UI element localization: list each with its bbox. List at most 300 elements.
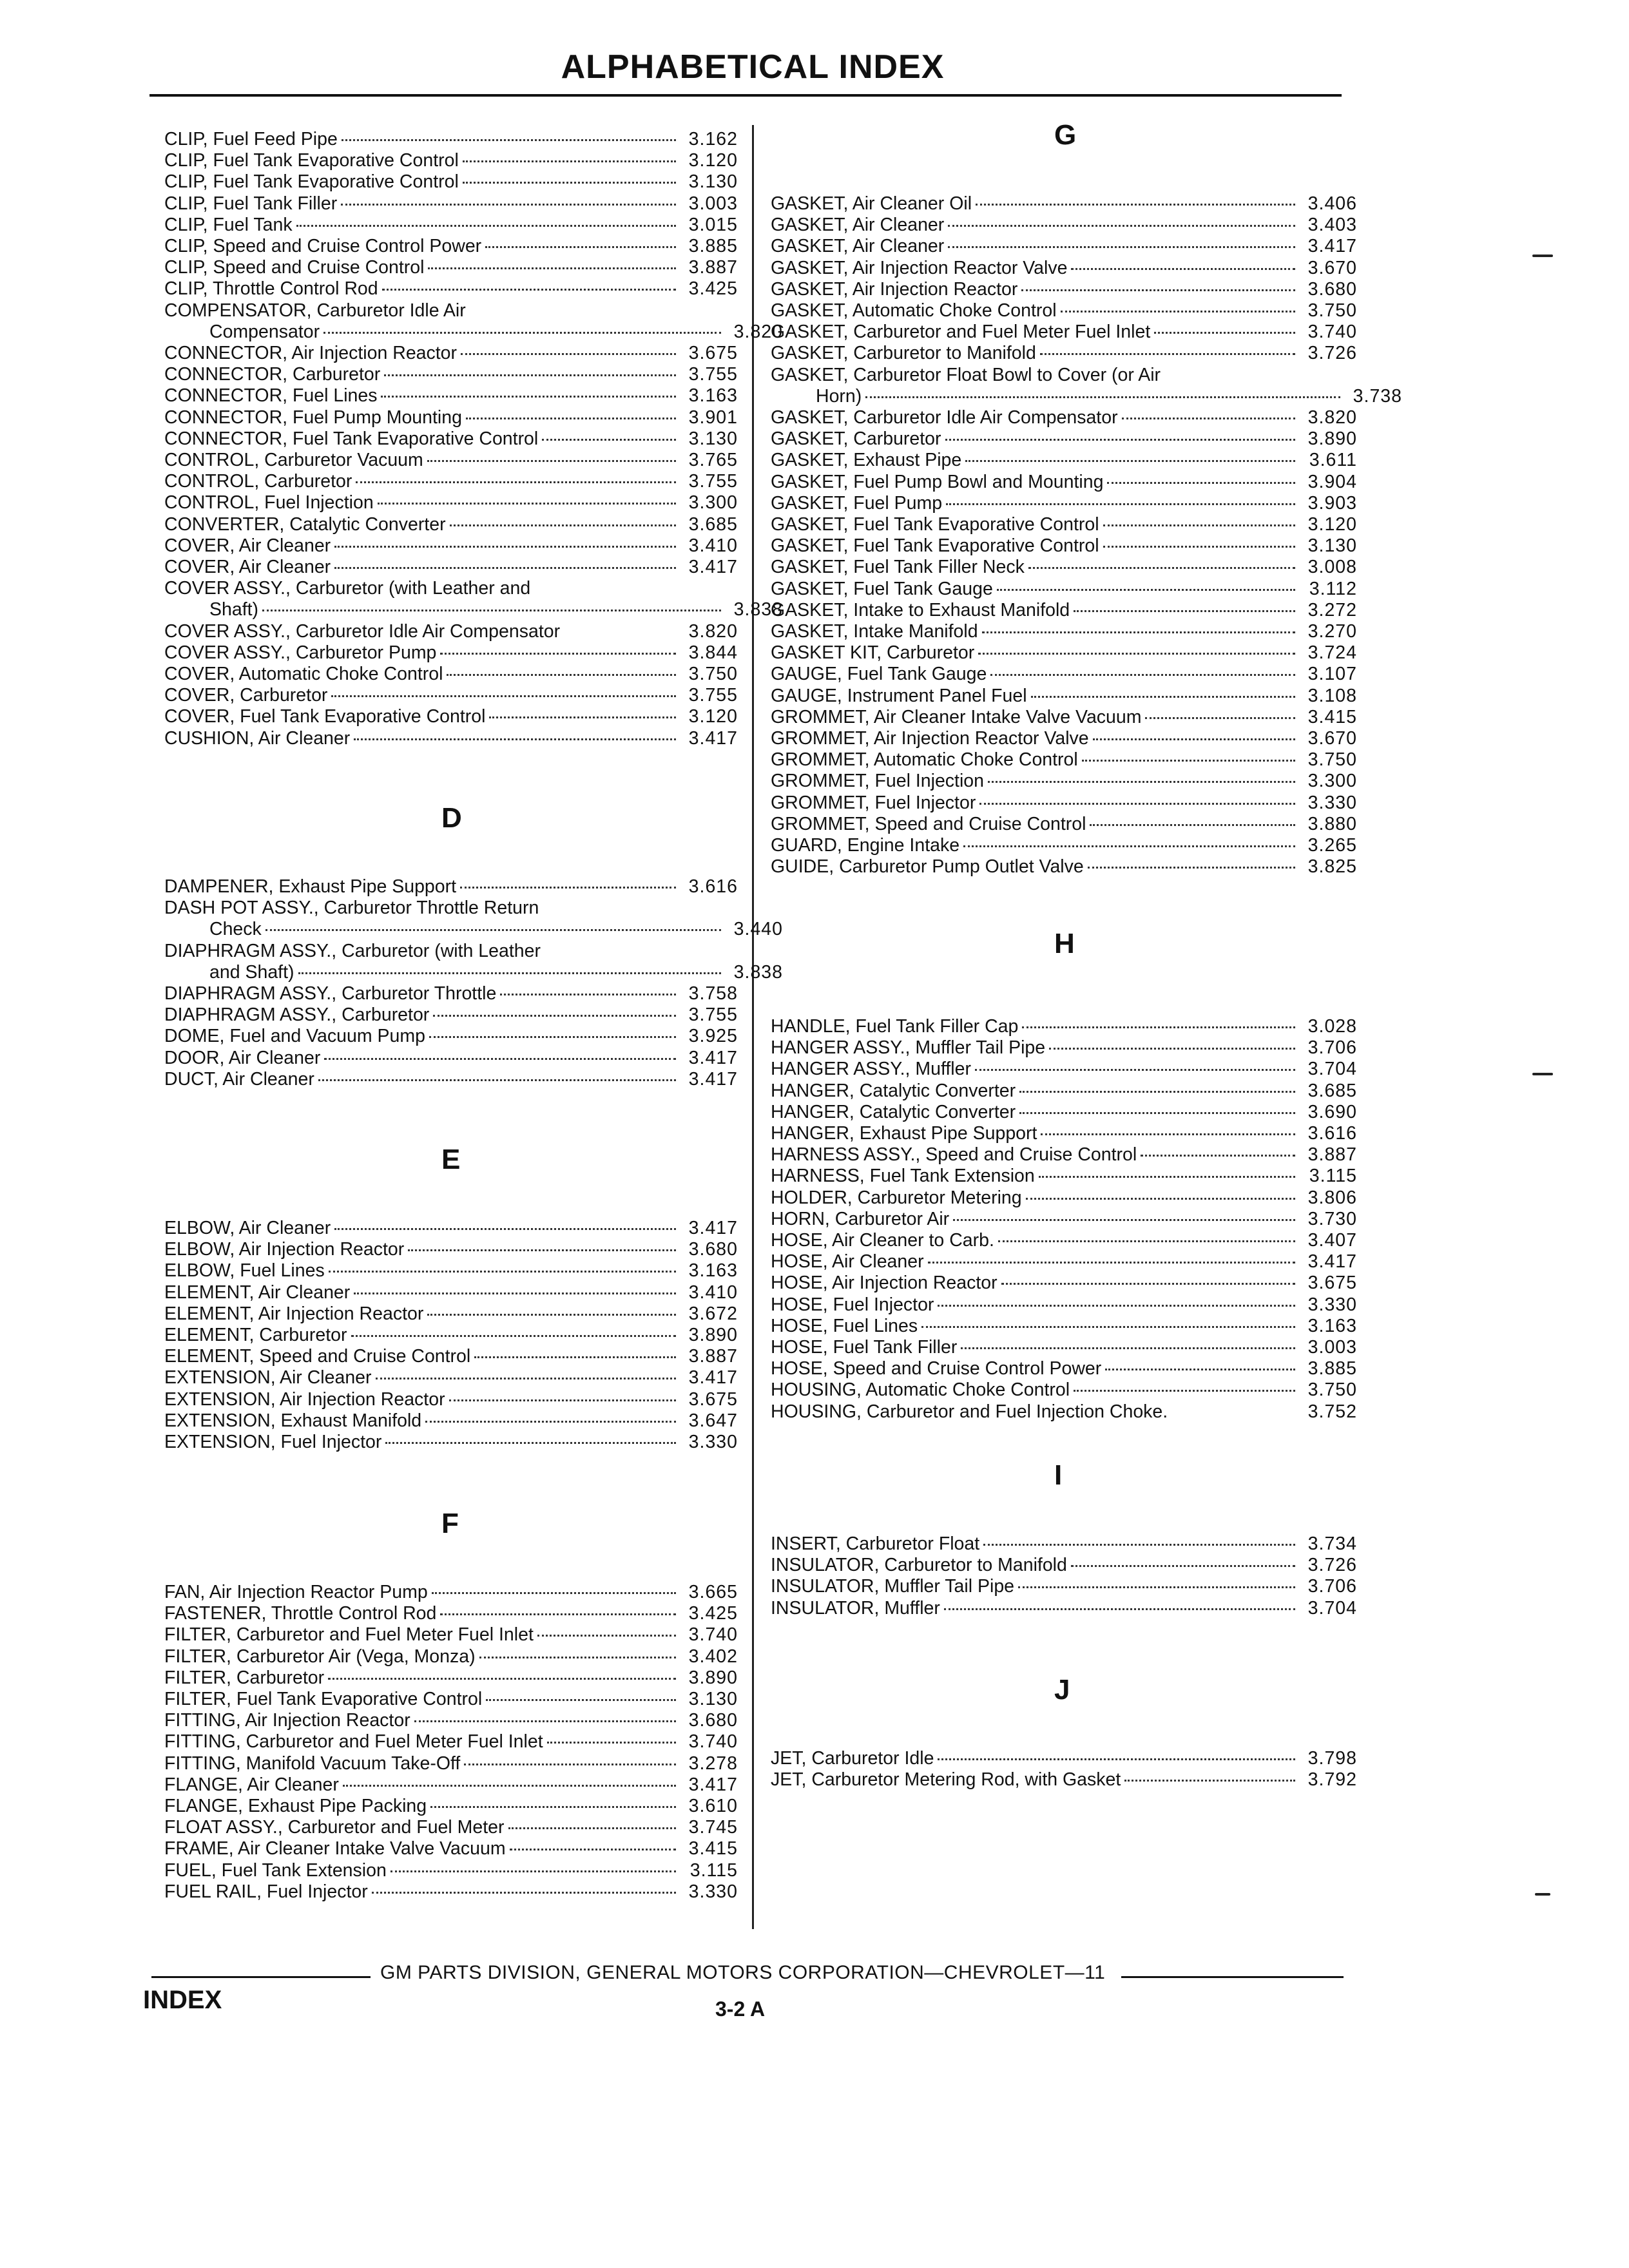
leader-dots xyxy=(428,267,676,269)
entry-page-number: 3.887 xyxy=(688,1346,738,1367)
entry-page-number: 3.417 xyxy=(1307,236,1357,257)
entry-page-number: 3.410 xyxy=(688,535,738,556)
leader-dots xyxy=(1071,268,1295,270)
entry-label: CUSHION, Air Cleaner xyxy=(164,727,351,749)
index-entry xyxy=(771,1144,1357,1166)
entry-label: HOSE, Fuel Tank Filler xyxy=(771,1337,958,1358)
leader-dots xyxy=(982,631,1295,633)
index-entry xyxy=(771,728,1357,749)
leader-dots xyxy=(988,781,1295,783)
index-entry xyxy=(164,236,738,257)
entry-label: GASKET, Carburetor Idle Air Compensator xyxy=(771,407,1118,428)
entry-page-number: 3.726 xyxy=(1307,1555,1357,1576)
entry-label: ELEMENT, Air Injection Reactor xyxy=(164,1303,424,1324)
entry-page-number: 3.755 xyxy=(688,685,738,706)
index-entry xyxy=(164,1410,738,1432)
entry-page-number: 3.690 xyxy=(1307,1101,1357,1122)
entry-label: HOSE, Fuel Lines xyxy=(771,1315,918,1336)
leader-dots xyxy=(474,1356,676,1358)
leader-dots xyxy=(948,246,1295,248)
index-entry xyxy=(771,1294,1357,1316)
entry-page-number: 3.880 xyxy=(1307,813,1357,834)
leader-dots xyxy=(440,653,676,655)
entry-page-number: 3.425 xyxy=(688,1603,738,1624)
entry-page-number: 3.675 xyxy=(1307,1273,1357,1294)
index-entry xyxy=(771,664,1357,685)
entry-label: ELEMENT, Speed and Cruise Control xyxy=(164,1346,471,1367)
entry-page-number: 3.015 xyxy=(688,214,738,235)
index-entry xyxy=(771,707,1357,728)
entry-page-number: 3.415 xyxy=(1307,706,1357,727)
entry-page-number: 3.825 xyxy=(1307,856,1357,878)
leader-dots xyxy=(1103,546,1295,548)
entry-label: GAUGE, Fuel Tank Gauge xyxy=(771,664,987,685)
footer-rule-right xyxy=(1121,1976,1344,1978)
entry-page-number: 3.890 xyxy=(1307,428,1357,450)
leader-dots xyxy=(489,716,676,718)
entry-label: GASKET, Intake to Exhaust Manifold xyxy=(771,599,1070,620)
index-entry xyxy=(771,600,1357,621)
index-entry xyxy=(771,1016,1357,1037)
entry-label: FILTER, Carburetor Air (Vega, Monza) xyxy=(164,1646,476,1667)
entry-label: INSULATOR, Muffler xyxy=(771,1597,940,1619)
index-entry xyxy=(771,1555,1357,1576)
entry-page-number: 3.028 xyxy=(1307,1016,1357,1037)
entry-page-number: 3.680 xyxy=(688,1710,738,1731)
entry-label: GROMMET, Automatic Choke Control xyxy=(771,749,1078,771)
entry-page-number: 3.672 xyxy=(688,1303,738,1324)
entry-label: GASKET, Fuel Tank Evaporative Control xyxy=(771,514,1099,535)
entry-page-number: 3.792 xyxy=(1307,1769,1357,1791)
leader-dots xyxy=(385,1442,676,1444)
leader-dots xyxy=(265,929,721,931)
leader-dots xyxy=(390,1870,676,1872)
leader-dots xyxy=(427,460,676,462)
entry-page-number: 3.730 xyxy=(1307,1208,1357,1229)
index-entry xyxy=(164,492,738,514)
entry-page-number: 3.670 xyxy=(1307,728,1357,749)
index-entry xyxy=(771,1576,1357,1597)
leader-dots xyxy=(1049,1048,1295,1050)
index-entry xyxy=(164,1048,738,1069)
section-letter: D xyxy=(441,802,462,834)
entry-label: FLANGE, Air Cleaner xyxy=(164,1774,339,1795)
leader-dots xyxy=(1018,1586,1295,1588)
leader-dots xyxy=(983,1544,1295,1546)
index-entry xyxy=(771,343,1357,364)
index-entry xyxy=(164,450,738,471)
entry-page-number: 3.745 xyxy=(688,1817,738,1838)
entry-page-number: 3.112 xyxy=(1309,578,1357,599)
leader-dots xyxy=(1093,738,1295,740)
entry-label: COVER ASSY., Carburetor (with Leather and xyxy=(164,578,531,599)
leader-dots xyxy=(354,738,676,740)
leader-dots xyxy=(978,653,1295,655)
index-entry xyxy=(164,1838,738,1860)
entry-page-number: 3.003 xyxy=(688,193,738,214)
entry-label: HARNESS, Fuel Tank Extension xyxy=(771,1166,1035,1187)
index-entry xyxy=(164,1346,738,1367)
index-entry xyxy=(771,1187,1357,1209)
leader-dots xyxy=(429,1036,676,1038)
entry-label: HOSE, Air Cleaner xyxy=(771,1251,924,1273)
entry-label: CONNECTOR, Air Injection Reactor xyxy=(164,343,458,363)
entry-label: and Shaft) xyxy=(209,961,294,983)
leader-dots xyxy=(432,1592,676,1594)
index-entry xyxy=(771,386,1402,407)
entry-label: EXTENSION, Fuel Injector xyxy=(164,1432,382,1452)
leader-dots xyxy=(433,1015,676,1017)
entry-page-number: 3.750 xyxy=(688,664,738,684)
entry-label: Horn) xyxy=(816,385,862,407)
entry-label: HOSE, Air Cleaner to Carb. xyxy=(771,1230,994,1251)
leader-dots xyxy=(440,1613,676,1615)
leader-dots xyxy=(953,1219,1295,1221)
leader-dots xyxy=(997,589,1295,591)
index-entry xyxy=(771,1209,1357,1230)
leader-dots xyxy=(262,610,721,611)
entry-label: COVER ASSY., Carburetor Pump xyxy=(164,642,437,663)
leader-dots xyxy=(1040,353,1295,355)
entry-page-number: 3.750 xyxy=(1307,749,1357,771)
leader-dots xyxy=(946,503,1295,505)
entry-page-number: 3.330 xyxy=(688,1432,738,1452)
index-entry xyxy=(771,1123,1357,1144)
leader-dots xyxy=(1028,567,1295,569)
entry-page-number: 3.417 xyxy=(688,1774,738,1795)
entry-page-number: 3.272 xyxy=(1307,599,1357,620)
index-entry xyxy=(164,599,783,620)
leader-dots xyxy=(938,1305,1295,1307)
entry-label: ELBOW, Air Cleaner xyxy=(164,1218,331,1238)
entry-label: CLIP, Fuel Tank xyxy=(164,214,293,235)
leader-dots xyxy=(376,1378,676,1379)
leader-dots xyxy=(485,246,676,248)
index-entry xyxy=(164,1753,738,1774)
entry-page-number: 3.901 xyxy=(688,407,738,428)
leader-dots xyxy=(1041,1133,1295,1135)
entry-page-number: 3.417 xyxy=(688,1068,738,1090)
leader-dots xyxy=(331,695,676,697)
entry-page-number: 3.680 xyxy=(1307,278,1357,300)
entry-page-number: 3.755 xyxy=(688,1004,738,1026)
index-entry xyxy=(164,300,738,322)
entry-label: DOME, Fuel and Vacuum Pump xyxy=(164,1026,425,1047)
index-entry xyxy=(771,1102,1357,1123)
entry-label: GASKET, Carburetor Float Bowl to Cover (or Air xyxy=(771,364,1161,385)
entry-label: GASKET, Fuel Tank Filler Neck xyxy=(771,557,1025,578)
leader-dots xyxy=(372,1892,676,1894)
footer-rule-left xyxy=(151,1976,371,1978)
entry-page-number: 3.670 xyxy=(1307,257,1357,278)
entry-label: FASTENER, Throttle Control Rod xyxy=(164,1603,437,1624)
entry-label: GASKET, Fuel Tank Gauge xyxy=(771,578,993,599)
entry-label: HANGER ASSY., Muffler xyxy=(771,1059,971,1080)
index-entry xyxy=(164,557,738,578)
entry-page-number: 3.675 xyxy=(688,1389,738,1410)
entry-label: FILTER, Carburetor and Fuel Meter Fuel Inlet xyxy=(164,1624,534,1646)
index-entry xyxy=(771,1166,1357,1187)
leader-dots xyxy=(1141,1155,1295,1157)
index-entry xyxy=(164,343,738,364)
index-entry xyxy=(164,1646,738,1667)
entry-page-number: 3.704 xyxy=(1307,1597,1357,1619)
index-entry xyxy=(771,1316,1357,1337)
entry-label: Check xyxy=(209,919,262,940)
entry-page-number: 3.120 xyxy=(688,150,738,171)
entry-page-number: 3.887 xyxy=(1307,1144,1357,1166)
entry-page-number: 3.407 xyxy=(1307,1230,1357,1251)
entry-page-number: 3.740 xyxy=(1307,322,1357,343)
index-entry xyxy=(164,471,738,492)
leader-dots xyxy=(963,845,1295,847)
index-entry xyxy=(771,814,1357,835)
entry-page-number: 3.740 xyxy=(688,1624,738,1646)
index-entry xyxy=(164,664,738,685)
entry-label: FITTING, Air Injection Reactor xyxy=(164,1710,410,1731)
entry-label: CONNECTOR, Fuel Tank Evaporative Control xyxy=(164,428,539,449)
index-entry xyxy=(164,1069,738,1090)
index-entry xyxy=(164,1796,738,1817)
leader-dots xyxy=(998,1240,1295,1242)
leader-dots xyxy=(990,674,1295,676)
entry-label: HANGER, Exhaust Pipe Support xyxy=(771,1123,1037,1144)
leader-dots xyxy=(414,1720,676,1722)
entry-label: CLIP, Fuel Tank Evaporative Control xyxy=(164,171,459,193)
index-entry xyxy=(771,322,1357,343)
entry-label: CLIP, Fuel Feed Pipe xyxy=(164,129,338,149)
leader-dots xyxy=(318,1079,676,1081)
index-entry xyxy=(771,193,1357,215)
entry-page-number: 3.724 xyxy=(1307,642,1357,664)
index-entry xyxy=(164,1389,738,1410)
entry-label: HOSE, Speed and Cruise Control Power xyxy=(771,1358,1102,1379)
entry-page-number: 3.417 xyxy=(688,557,738,577)
entry-label: CONTROL, Carburetor Vacuum xyxy=(164,450,423,470)
leader-dots xyxy=(1026,1198,1295,1200)
entry-label: COVER, Fuel Tank Evaporative Control xyxy=(164,706,486,727)
leader-dots xyxy=(334,567,676,569)
leader-dots xyxy=(1019,1091,1295,1093)
leader-dots xyxy=(381,396,676,398)
leader-dots xyxy=(1022,1026,1295,1028)
page-number: 3-2 A xyxy=(715,1997,766,2021)
entry-label: CLIP, Fuel Tank Evaporative Control xyxy=(164,150,459,171)
entry-page-number: 3.440 xyxy=(733,919,783,940)
index-entry xyxy=(164,1881,738,1903)
entry-label: ELBOW, Air Injection Reactor xyxy=(164,1239,405,1260)
leader-dots xyxy=(508,1827,676,1829)
leader-dots xyxy=(1019,1112,1295,1114)
entry-label: HOSE, Fuel Injector xyxy=(771,1294,934,1315)
entry-label: GASKET, Carburetor and Fuel Meter Fuel Inlet xyxy=(771,322,1151,343)
entry-label: HOUSING, Automatic Choke Control xyxy=(771,1379,1070,1401)
index-entry xyxy=(164,728,738,749)
entry-page-number: 3.750 xyxy=(1307,1379,1357,1401)
leader-dots xyxy=(1088,867,1295,869)
entry-page-number: 3.887 xyxy=(688,257,738,278)
index-entry xyxy=(164,1582,738,1603)
entry-page-number: 3.685 xyxy=(688,514,738,535)
entry-page-number: 3.616 xyxy=(1307,1123,1357,1144)
entry-label: GROMMET, Air Injection Reactor Valve xyxy=(771,728,1089,749)
index-entry xyxy=(771,1251,1357,1273)
page-title: ALPHABETICAL INDEX xyxy=(561,48,945,86)
leader-dots xyxy=(500,994,676,995)
leader-dots xyxy=(298,972,721,974)
index-entry xyxy=(164,193,738,215)
leader-dots xyxy=(1124,1780,1295,1782)
index-entry xyxy=(771,579,1357,600)
index-entry xyxy=(771,621,1357,642)
leader-dots xyxy=(1107,482,1295,484)
entry-label: EXTENSION, Air Injection Reactor xyxy=(164,1389,445,1410)
entry-page-number: 3.925 xyxy=(688,1026,738,1047)
entry-label: INSULATOR, Carburetor to Manifold xyxy=(771,1555,1067,1576)
entry-page-number: 3.120 xyxy=(688,706,738,727)
index-entry xyxy=(771,407,1357,428)
entry-page-number: 3.115 xyxy=(689,1860,738,1881)
index-entry xyxy=(164,1603,738,1624)
entry-label: GASKET, Air Cleaner xyxy=(771,236,945,257)
leader-dots xyxy=(948,225,1295,227)
index-entry xyxy=(164,1860,738,1881)
entry-label: Compensator xyxy=(209,321,320,342)
entry-label: GROMMET, Fuel Injection xyxy=(771,771,985,792)
entry-label: CONTROL, Fuel Injection xyxy=(164,492,374,514)
index-entry xyxy=(164,706,738,727)
entry-label: CONNECTOR, Fuel Pump Mounting xyxy=(164,407,462,428)
entry-page-number: 3.675 xyxy=(688,343,738,363)
entry-page-number: 3.417 xyxy=(688,727,738,749)
leader-dots xyxy=(449,1399,676,1401)
entry-label: HANDLE, Fuel Tank Filler Cap xyxy=(771,1016,1019,1037)
entry-label: GASKET KIT, Carburetor xyxy=(771,642,975,664)
index-entry xyxy=(771,1337,1357,1358)
entry-label: EXTENSION, Exhaust Manifold xyxy=(164,1410,422,1431)
entry-label: INSERT, Carburetor Float xyxy=(771,1533,980,1554)
entry-page-number: 3.740 xyxy=(688,1731,738,1753)
index-entry xyxy=(771,835,1357,856)
section-letter: F xyxy=(441,1508,459,1539)
entry-label: ELBOW, Fuel Lines xyxy=(164,1260,325,1282)
index-entry xyxy=(771,300,1357,322)
leader-dots xyxy=(461,353,676,355)
margin-mark xyxy=(1532,255,1553,257)
entry-page-number: 3.610 xyxy=(688,1796,738,1816)
entry-page-number: 3.726 xyxy=(1307,343,1357,364)
index-entry xyxy=(164,1260,738,1282)
entry-page-number: 3.108 xyxy=(1307,685,1357,706)
index-entry xyxy=(164,535,738,557)
index-entry xyxy=(771,1533,1357,1555)
entry-page-number: 3.003 xyxy=(1307,1337,1357,1358)
entry-page-number: 3.417 xyxy=(688,1047,738,1068)
leader-dots xyxy=(324,1058,676,1060)
leader-dots xyxy=(460,887,676,889)
leader-dots xyxy=(1082,760,1295,762)
index-entry xyxy=(164,322,783,343)
leader-dots xyxy=(384,374,676,376)
entry-label: GASKET, Air Cleaner xyxy=(771,215,945,236)
index-entry xyxy=(771,1037,1357,1059)
leader-dots xyxy=(323,332,721,334)
entry-label: GROMMET, Speed and Cruise Control xyxy=(771,813,1086,834)
entry-page-number: 3.885 xyxy=(1307,1358,1357,1379)
entry-label: GASKET, Air Injection Reactor xyxy=(771,278,1018,300)
leader-dots xyxy=(1001,1283,1295,1285)
index-entry xyxy=(164,129,738,150)
entry-label: GASKET, Carburetor xyxy=(771,428,941,450)
leader-dots xyxy=(354,1293,676,1294)
entry-page-number: 3.820 xyxy=(1307,407,1357,428)
leader-dots xyxy=(466,418,676,419)
entry-label: CLIP, Throttle Control Rod xyxy=(164,278,378,300)
index-entry xyxy=(164,1731,738,1753)
index-entry xyxy=(771,514,1357,535)
entry-label: COVER, Air Cleaner xyxy=(164,557,331,577)
entry-label: DOOR, Air Cleaner xyxy=(164,1047,321,1068)
index-entry xyxy=(771,365,1357,386)
index-entry xyxy=(164,1667,738,1689)
index-entry xyxy=(164,171,738,193)
index-entry xyxy=(164,1004,738,1026)
entry-page-number: 3.798 xyxy=(1307,1748,1357,1769)
entry-page-number: 3.758 xyxy=(688,983,738,1004)
leader-dots xyxy=(343,1785,676,1787)
entry-label: CLIP, Speed and Cruise Control Power xyxy=(164,236,482,256)
index-entry xyxy=(164,1239,738,1260)
index-entry xyxy=(771,1769,1357,1791)
entry-page-number: 3.330 xyxy=(688,1881,738,1902)
entry-label: HANGER, Catalytic Converter xyxy=(771,1101,1016,1122)
entry-label: CLIP, Fuel Tank Filler xyxy=(164,193,338,214)
leader-dots xyxy=(537,1635,676,1637)
entry-page-number: 3.163 xyxy=(688,1260,738,1282)
index-entry xyxy=(771,236,1357,257)
leader-dots xyxy=(486,1699,676,1701)
index-entry xyxy=(164,215,738,236)
entry-label: CLIP, Speed and Cruise Control xyxy=(164,257,425,278)
entry-label: COVER ASSY., Carburetor Idle Air Compensator xyxy=(164,620,561,642)
entry-page-number: 3.838 xyxy=(733,961,783,983)
entry-page-number: 3.403 xyxy=(1307,215,1357,236)
index-entry xyxy=(164,407,738,428)
index-entry xyxy=(164,1325,738,1346)
entry-label: FILTER, Fuel Tank Evaporative Control xyxy=(164,1689,483,1709)
index-entry xyxy=(164,278,738,300)
entry-label: HOSE, Air Injection Reactor xyxy=(771,1273,998,1294)
leader-dots xyxy=(427,1314,676,1316)
index-entry xyxy=(164,642,738,664)
entry-label: GASKET, Fuel Pump Bowl and Mounting xyxy=(771,471,1104,492)
leader-dots xyxy=(1061,311,1295,312)
entry-label: FRAME, Air Cleaner Intake Valve Vacuum xyxy=(164,1838,506,1860)
leader-dots xyxy=(341,204,676,206)
leader-dots xyxy=(510,1849,676,1850)
entry-page-number: 3.890 xyxy=(688,1667,738,1688)
entry-label: HOUSING, Carburetor and Fuel Injection Choke. xyxy=(771,1401,1168,1422)
leader-dots xyxy=(979,803,1295,805)
entry-label: GASKET, Carburetor to Manifold xyxy=(771,343,1036,364)
leader-dots xyxy=(356,481,676,483)
entry-label: DUCT, Air Cleaner xyxy=(164,1068,314,1090)
leader-dots xyxy=(430,1806,676,1808)
entry-page-number: 3.330 xyxy=(1307,1294,1357,1315)
entry-page-number: 3.330 xyxy=(1307,792,1357,813)
entry-page-number: 3.130 xyxy=(1307,535,1357,557)
title-rule xyxy=(149,94,1342,97)
